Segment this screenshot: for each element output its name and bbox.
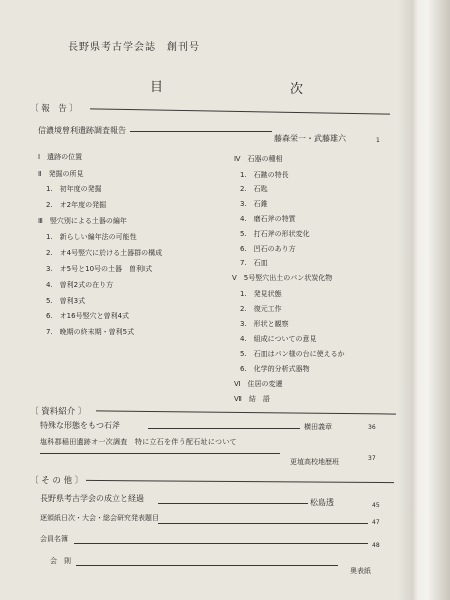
other-item-page: 47 [372,519,380,526]
list-item: 7. 晩期の終末期・曽利5式 [46,328,135,336]
other-item-title: 会員名簿 [40,535,68,543]
list-item: 6. 化学的分析式器物 [240,365,310,373]
footer-note: 奥表紙 [350,567,371,575]
list-item: Ⅱ 発掘の所見 [38,170,84,178]
toc-heading-right: 次 [290,82,304,97]
list-item: 1. 新らしい編年法の可能性 [46,233,137,241]
report-authors: 藤森栄一・武藤雄六 [274,134,346,143]
other-item-page: 45 [372,502,380,509]
section-rule-report [90,108,390,114]
other-item-title: 長野県考古学会の成立と経過 [40,494,144,503]
list-item: 1. 石鏃の特長 [240,171,289,179]
list-item: Ⅰ 遺跡の位置 [38,153,83,161]
list-item: 6. オ16号竪穴と曽利4式 [46,312,130,320]
toc-heading-left: 目 [150,80,164,95]
list-item: 2. 石匙 [240,185,268,193]
list-item: 4. 組成についての意見 [240,335,317,343]
other-item-rule [158,523,368,524]
list-item: Ⅲ 竪穴別による土器の編年 [38,217,127,225]
section-label-report: 〔 報 告 〕 [30,104,78,114]
materials-item-rule [40,453,280,454]
materials-item-author: 更埴高校地歴班 [290,458,339,466]
list-item: 1. 発見状態 [240,290,282,298]
list-item: 1. 初年度の発掘 [46,185,102,193]
other-item-rule [74,543,368,544]
page-edge [412,0,450,600]
materials-item-author: 横田義章 [304,423,332,431]
list-item: 3. 石錐 [240,200,268,208]
section-label-other: 〔 そ の 他 〕 [30,476,84,486]
other-item-rule [158,503,308,504]
list-item: 7. 石皿 [240,259,268,267]
other-item-rule [76,565,338,566]
materials-item-page: 36 [368,424,376,431]
list-item: Ⅵ 住居の変遷 [234,380,283,388]
section-rule-other [86,480,394,483]
other-item-author: 松島透 [310,498,334,507]
section-label-materials: 〔 資料紹介 〕 [30,407,87,417]
list-item: 3. オ5号と10号の土器 曽利Ⅰ式 [46,265,153,273]
list-item: 5. 石皿はパン様の台に使えるか [240,350,345,358]
list-item: Ⅶ 結 語 [234,395,270,403]
list-item: 2. 復元工作 [240,305,282,313]
list-item: 6. 凹石のあり方 [240,245,296,253]
report-page: 1 [376,137,380,144]
journal-title: 長野県考古学会誌 創刊号 [68,42,200,53]
other-item-title: 逐頒紙日次・大会・総会研究発表題目 [40,514,159,522]
list-item: 3. 形状と観察 [240,320,289,328]
materials-item-title: 特殊な形態をもつ石斧 [40,421,120,430]
materials-item-title: 塩科郡稲田遺跡オ一次調査 特に立石を伴う配石址について [40,438,237,446]
materials-item-page: 37 [368,455,376,462]
page-gutter-shadow [398,0,412,600]
list-item: Ⅳ 石器の種相 [234,155,283,163]
section-rule-materials [96,410,396,414]
list-item: Ⅴ 5号竪穴出土のパン状炭化物 [232,274,333,282]
list-item: 2. オ4号竪穴に於ける土器群の構成 [46,249,163,257]
report-title-rule [130,131,272,132]
materials-item-rule [148,428,300,429]
list-item: 5. 曽利3式 [46,297,86,305]
list-item: 4. 曽利2式の在り方 [46,281,114,289]
list-item: 5. 打石斧の形状変化 [240,230,310,238]
report-main-title: 信濃境曾利遺跡調査報告 [38,126,126,135]
other-item-page: 48 [372,542,380,549]
other-item-title: 会 則 [50,557,71,565]
list-item: 2. オ2年度の発掘 [46,201,107,209]
list-item: 4. 磨石斧の特質 [240,215,296,223]
